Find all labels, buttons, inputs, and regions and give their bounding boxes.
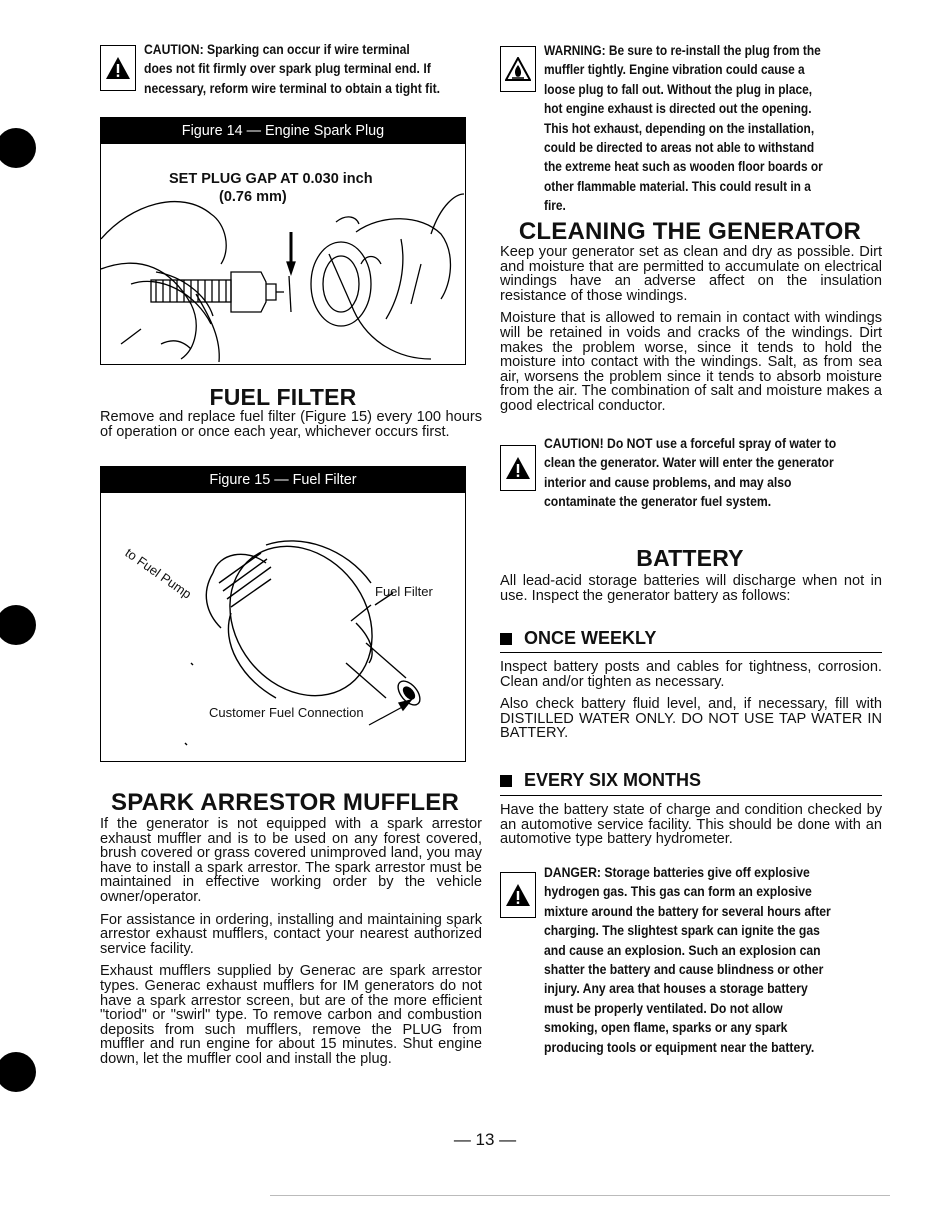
- caution-water-text: CAUTION! Do NOT use a forceful spray of water to clean the generator. Water will enter the generator interior and cause problems, and may also contaminate the generator fuel system.: [544, 436, 837, 511]
- warning-triangle-icon: [500, 872, 536, 918]
- fuel-filter-heading: FUEL FILTER: [209, 384, 357, 410]
- battery-heading: BATTERY: [636, 545, 744, 571]
- bullet-square: [500, 775, 512, 787]
- warning-plug-text: WARNING: Be sure to re-install the plug from the muffler tightly. Engine vibration could cause a loose plug to fall out. Without the plug in place, hot engine exhaust is directed out the opening. This hot exhaust, depending on the installation, could be directed to areas not able to withstand the extreme heat such as wooden floor boards or other flammable material. This could result in a fire.: [544, 43, 823, 215]
- once-weekly-heading: [500, 628, 656, 649]
- spark-arrestor-section: [100, 817, 482, 1067]
- spark-arrestor-heading: SPARK ARRESTOR MUFFLER: [111, 789, 459, 816]
- figure-14: [100, 117, 466, 365]
- six-months-heading-text: EVERY SIX MONTHS: [524, 770, 702, 790]
- cleaning-p1: Keep your generator set as clean and dry as possible. Dirt and moisture that are permitted to accumulate on electrical windings have an adverse affect on the insulation resistance of those windings.: [500, 244, 882, 304]
- divider: [500, 795, 882, 796]
- to-fuel-pump-label: to Fuel Pump: [122, 545, 195, 602]
- warning-plug-block: [500, 42, 885, 217]
- caution-water-block: [500, 435, 885, 513]
- bullet-square: [500, 633, 512, 645]
- warning-triangle-icon: [100, 45, 136, 91]
- spark-arrestor-p3: Exhaust mufflers supplied by Generac are spark arrestor types. Generac exhaust mufflers for IM generators do not have a spark arrestor screen, but are of the more efficient "toriod" or "swirl" type. To remove carbon and combustion deposits from such mufflers, remove the PLUG from muffler and run engine for about 15 minutes. Shut engine down, let the muffler cool and install the plug.: [100, 963, 482, 1067]
- fire-warning-icon: [500, 46, 536, 92]
- spark-plug-illustration: [101, 144, 464, 364]
- battery-body: All lead-acid storage batteries will discharge when not in use. Inspect the generator battery as follows:: [500, 573, 882, 604]
- spark-arrestor-p1: If the generator is not equipped with a spark arrestor exhaust muffler and is to be used on any forest covered, brush covered or grass covered unimproved land, you may have to install a spark arrestor. The spark arrestor must be maintained in effective working order by the vehicle owner/operator.: [100, 816, 482, 905]
- cleaning-heading: CLEANING THE GENERATOR: [518, 218, 862, 245]
- cleaning-section: [500, 245, 882, 414]
- caution-spark-block: [100, 41, 490, 99]
- once-weekly-section: [500, 660, 882, 741]
- danger-text: DANGER: Storage batteries give off explosive hydrogen gas. This gas can form an explosive mixture around the battery for several hours after charging. The slightest spark can ignite the gas and cause an explosion. Such an explosion can shatter the battery and cause blindness or other injury. Any area that houses a storage battery must be properly ventilated. Do not allow smoking, open flame, sparks or any spark producing tools or equipment near the battery.: [544, 865, 831, 1056]
- page-number: — 13 —: [453, 1130, 517, 1149]
- caution-spark-text: CAUTION: Sparking can occur if wire terminal does not fit firmly over spark plug terminal end. If necessary, reform wire terminal to obtain a tight fit.: [144, 42, 441, 97]
- cleaning-p2: Moisture that is allowed to remain in contact with windings will be retained in voids and cracks of the windings. Dirt makes the problem worse, since it tends to hold the moisture into contact with the windings. Salt, as from sea air, worsens the problem since it tends to absorb moisture from the air. The combination of salt and moisture makes a good electrical conductor.: [500, 310, 882, 414]
- fuel-filter-label: Fuel Filter: [375, 584, 433, 599]
- binder-hole: [0, 605, 36, 645]
- spark-arrestor-p2: For assistance in ordering, installing and maintaining spark arrestor exhaust mufflers, contact your nearest authorized service facility.: [100, 911, 482, 957]
- binder-hole: [0, 128, 36, 168]
- six-months-body: Have the battery state of charge and condition checked by an automotive service facility. This should be done with an automotive type battery hydrometer.: [500, 802, 882, 848]
- once-weekly-heading-text: ONCE WEEKLY: [524, 628, 657, 648]
- figure-15-title: Figure 15 — Fuel Filter: [101, 467, 465, 493]
- six-months-heading: [500, 770, 701, 791]
- fuel-filter-body: Remove and replace fuel filter (Figure 15) every 100 hours of operation or once each year, whichever occurs first.: [100, 409, 482, 440]
- figure-15: [100, 466, 466, 762]
- danger-block: [500, 864, 885, 1058]
- once-weekly-p2: Also check battery fluid level, and, if necessary, fill with DISTILLED WATER ONLY. DO NOT USE TAP WATER IN BATTERY.: [500, 696, 882, 742]
- binder-hole: [0, 1052, 36, 1092]
- plug-gap-label: SET PLUG GAP AT 0.030 inch: [169, 171, 373, 187]
- once-weekly-p1: Inspect battery posts and cables for tightness, corrosion. Clean and/or tighten as necessary.: [500, 659, 882, 690]
- plug-gap-mm-label: (0.76 mm): [219, 189, 287, 205]
- page-bottom-edge: [270, 1195, 890, 1196]
- warning-triangle-icon: [500, 445, 536, 491]
- fuel-filter-illustration: [101, 493, 464, 761]
- figure-14-title: Figure 14 — Engine Spark Plug: [101, 118, 465, 144]
- customer-fuel-connection-label: Customer Fuel Connection: [209, 705, 364, 720]
- divider: [500, 652, 882, 653]
